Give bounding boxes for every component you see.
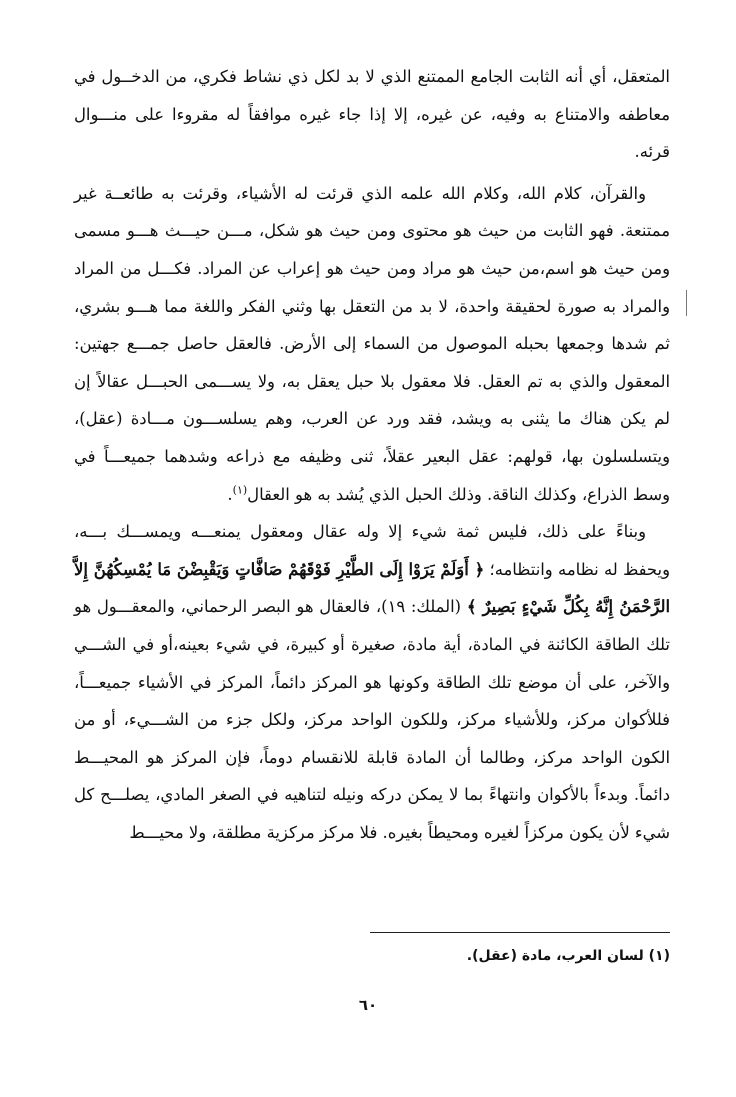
page-body — [74, 58, 670, 851]
page-number: ٦٠ — [358, 996, 378, 1014]
paragraph-2 — [74, 175, 670, 513]
paragraph-2-text: والقرآن، كلام الله، وكلام الله علمه الذي قرئت له الأشياء، وقرئت به طائعــة غير ممتنعة. فهو الثابت من حيث هو محتوى ومن حيث هو شكل، مـــن حيـــث هـــو مسمى ومن حيث هو اسم،من حيث هو مراد ومن حيث هو إعراب عن المراد. فكـــل من المراد والمراد به صورة لحقيقة واحدة، لا بد من التعقل بها وثني الفكر واللغة مما هـــو بشري، ثم شدها وجمعها بحبله الموصول من السماء إلى الأرض. فالعقل حاصل جمـــع جهتين: المعقول والذي به تم العقل. فلا معقول بلا حبل يعقل به، ولا يســـمى الحبـــل عقالاً إن لم يكن هناك ما يثنى به ويشد، فقد ورد عن العرب، وهم يسلســـون مـــادة (عقل)، ويتسلسلون بها، قولهم: عقل البعير عقلاً، ثنى وظيفه مع ذراعه وشدهما جميعـــاً في وسط الذراع، وكذلك الناقة. وذلك الحبل الذي يُشد به هو العقال — [74, 183, 670, 504]
footnote-text: (١) لسان العرب، مادة (عقل). — [466, 948, 670, 964]
footnote-divider — [370, 932, 670, 933]
paragraph-3-text-after: (الملك: ١٩)، فالعقال هو البصر الرحماني، والمعقـــول هو تلك الطاقة الكائنة في المادة، أية مادة، صغيرة أو كبيرة، في شيء بعينه،أو في الشـــي والآخر، على أن موضع تلك الطاقة وكونها هو المركز دائماً، المركز في الأشياء جميعـــاً، فللأكوان مركز، وللأشياء مركز، وللكون الواحد مركز، ولكل جزء من الشـــيء، أو من الكون الواحد مركز، وطالما أن المادة قابلة للانقسام دوماً، فإن المركز هو المحيـــط دائماً. وبدءاً بالأكوان وانتهاءً بما لا يمكن دركه ونيله لتناهيه في الصغر المادي، يصلـــح كل شيء لأن يكون مركزاً لغيره ومحيطاً بغيره. فلا مركز مركزية مطلقة، ولا محيـــط — [74, 597, 670, 842]
paragraph-3 — [74, 513, 670, 851]
paragraph-1-text: المتعقل، أي أنه الثابت الجامع الممتنع الذي لا بد لكل ذي نشاط فكري، من الدخــول في معاطفه والامتناع به وفيه، عن غيره، إلا إذا جاء غيره موافقاً له مقروءا على منـــوال قرئه. — [74, 67, 670, 162]
paragraph-1 — [74, 58, 670, 171]
paragraph-3-text-before: وبناءً على ذلك، فليس ثمة شيء إلا وله عقال ومعقول يمنعـــه ويمســـك بـــه، ويحفظ له نظامه وانتظامه؛ — [74, 522, 670, 579]
paragraph-2-tail: . — [227, 484, 233, 504]
margin-mark — [686, 290, 687, 316]
quran-verse: ﴿ أَوَلَمْ يَرَوْا إِلَى الطَّيْرِ فَوْقَهُمْ صَافَّاتٍ وَيَقْبِضْنَ مَا يُمْسِكُهُنَّ إِلاَّ الرَّحْمَنُ إِنَّهُ بِكُلِّ شَيْءٍ بَصِيرٌ ﴾ — [74, 559, 670, 617]
footnote-reference[interactable]: (١) — [232, 483, 248, 497]
footnote — [74, 942, 670, 970]
